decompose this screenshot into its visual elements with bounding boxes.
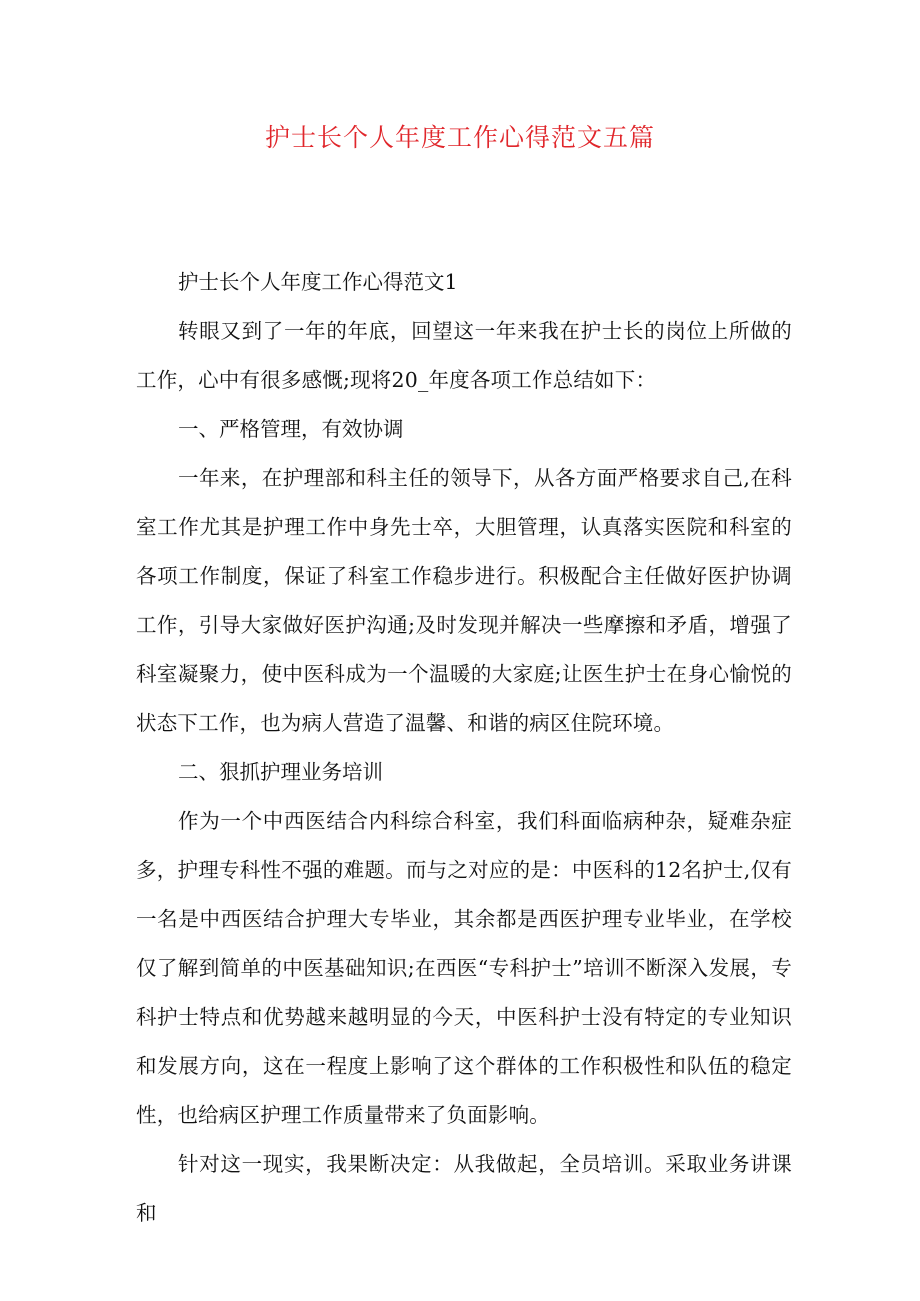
document-title: 护士长个人年度工作心得范文五篇: [264, 123, 655, 152]
heading-management: 一、严格管理，有效协调: [178, 417, 404, 441]
document-body: [136, 258, 792, 1238]
paragraph-intro: 转眼又到了一年的年底，回望这一年来我在护士长的岗位上所做的工作，心中有很多感慨;现将20_年度各项工作总结如下：: [136, 319, 792, 392]
section-title: 护士长个人年度工作心得范文1: [178, 270, 458, 294]
paragraph-response: 针对这一现实，我果断决定：从我做起，全员培训。采取业务讲课和: [136, 1152, 792, 1225]
heading-training: 二、狠抓护理业务培训: [178, 760, 383, 784]
paragraph-management: 一年来，在护理部和科主任的领导下，从各方面严格要求自己,在科室工作尤其是护理工作中身先士卒，大胆管理，认真落实医院和科室的各项工作制度，保证了科室工作稳步进行。积极配合主任做好医护协调工作，引导大家做好医护沟通;及时发现并解决一些摩擦和矛盾，增强了科室凝聚力，使中医科成为一个温暖的大家庭;让医生护士在身心愉悦的状态下工作，也为病人营造了温馨、和谐的病区住院环境。: [136, 466, 792, 735]
paragraph-training: 作为一个中西医结合内科综合科室，我们科面临病种杂，疑难杂症多，护理专科性不强的难题。而与之对应的是：中医科的12名护士,仅有一名是中西医结合护理大专毕业，其余都是西医护理专业毕业，在学校仅了解到简单的中医基础知识;在西医“专科护士”培训不断深入发展，专科护士特点和优势越来越明显的今天，中医科护士没有特定的专业知识和发展方向，这在一程度上影响了这个群体的工作积极性和队伍的稳定性，也给病区护理工作质量带来了负面影响。: [136, 809, 792, 1127]
